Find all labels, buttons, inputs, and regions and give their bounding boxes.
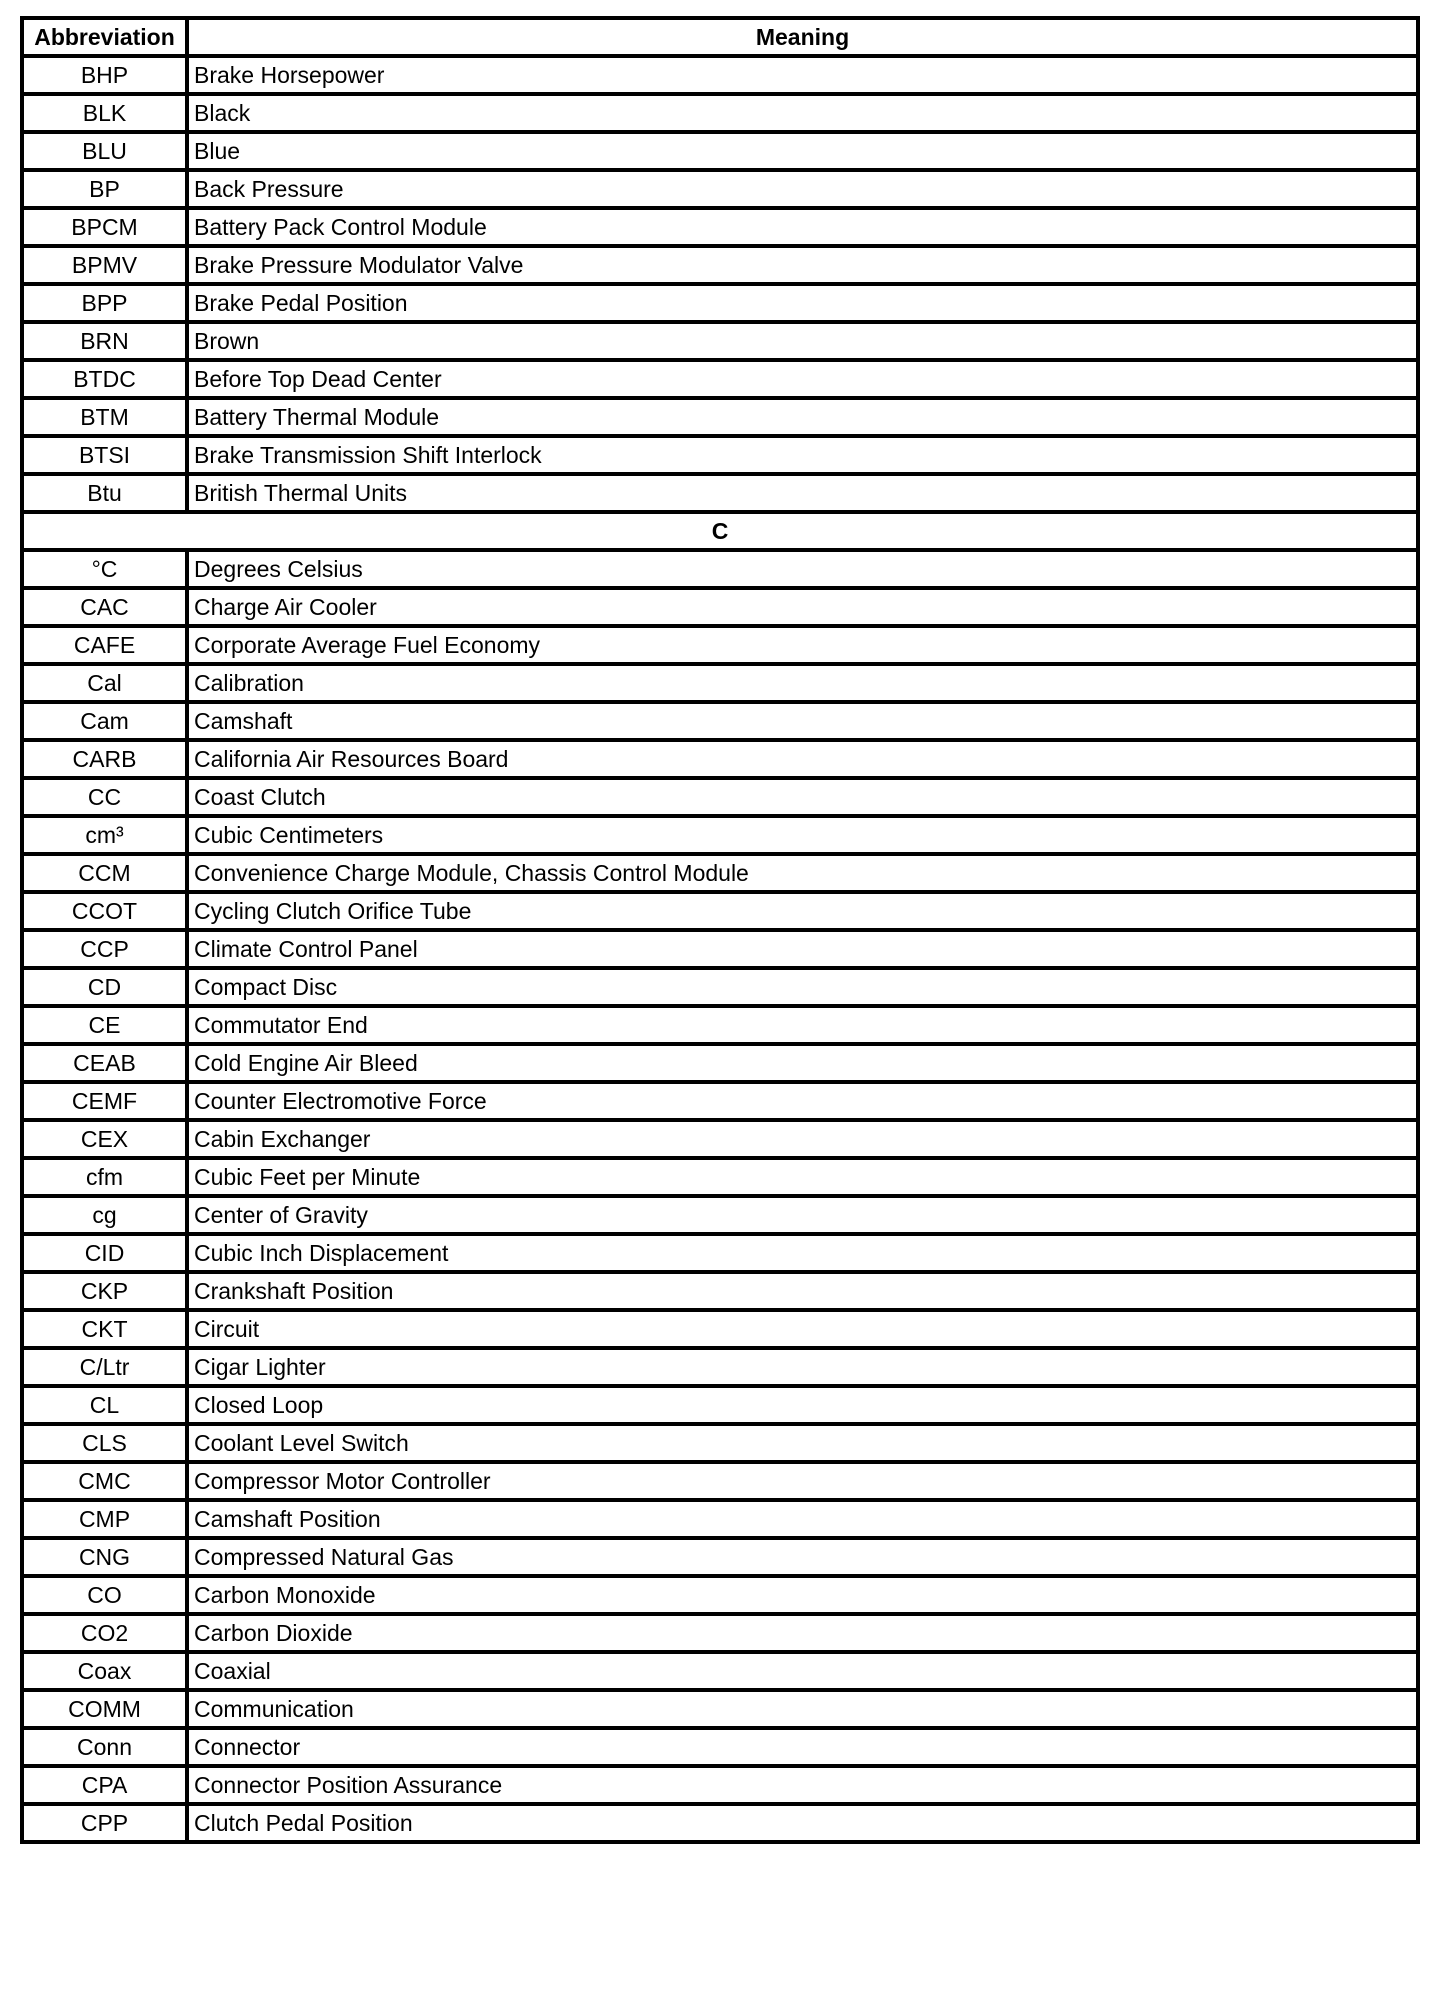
meaning-cell: Camshaft Position bbox=[187, 1500, 1418, 1538]
meaning-cell: Coolant Level Switch bbox=[187, 1424, 1418, 1462]
table-row bbox=[22, 94, 1418, 132]
meaning-cell: Before Top Dead Center bbox=[187, 360, 1418, 398]
abbreviation-cell: CMC bbox=[22, 1462, 187, 1500]
meaning-cell: Brake Pressure Modulator Valve bbox=[187, 246, 1418, 284]
meaning-cell: Cubic Inch Displacement bbox=[187, 1234, 1418, 1272]
meaning-cell: Cycling Clutch Orifice Tube bbox=[187, 892, 1418, 930]
abbreviation-cell: CL bbox=[22, 1386, 187, 1424]
abbreviation-cell: CLS bbox=[22, 1424, 187, 1462]
abbreviation-cell: CEAB bbox=[22, 1044, 187, 1082]
meaning-cell: Cabin Exchanger bbox=[187, 1120, 1418, 1158]
table-row bbox=[22, 968, 1418, 1006]
meaning-cell: Brown bbox=[187, 322, 1418, 360]
table-row bbox=[22, 550, 1418, 588]
abbreviation-cell: CID bbox=[22, 1234, 187, 1272]
table-row bbox=[22, 1348, 1418, 1386]
abbreviation-cell: CPP bbox=[22, 1804, 187, 1842]
table-row bbox=[22, 132, 1418, 170]
table-row bbox=[22, 1234, 1418, 1272]
abbreviation-cell: CNG bbox=[22, 1538, 187, 1576]
table-row bbox=[22, 1804, 1418, 1842]
table-row bbox=[22, 1614, 1418, 1652]
table-row bbox=[22, 1424, 1418, 1462]
meaning-cell: Commutator End bbox=[187, 1006, 1418, 1044]
table-row bbox=[22, 56, 1418, 94]
table-row bbox=[22, 740, 1418, 778]
abbreviation-cell: CCP bbox=[22, 930, 187, 968]
abbreviation-cell: °C bbox=[22, 550, 187, 588]
abbreviation-cell: CEMF bbox=[22, 1082, 187, 1120]
abbreviation-cell: BPP bbox=[22, 284, 187, 322]
meaning-cell: Closed Loop bbox=[187, 1386, 1418, 1424]
meaning-cell: Brake Horsepower bbox=[187, 56, 1418, 94]
meaning-cell: Climate Control Panel bbox=[187, 930, 1418, 968]
abbreviation-cell: cg bbox=[22, 1196, 187, 1234]
meaning-cell: Brake Transmission Shift Interlock bbox=[187, 436, 1418, 474]
abbreviation-cell: CAFE bbox=[22, 626, 187, 664]
section-header-label: C bbox=[22, 512, 1418, 550]
table-row bbox=[22, 930, 1418, 968]
meaning-cell: Carbon Monoxide bbox=[187, 1576, 1418, 1614]
meaning-cell: Crankshaft Position bbox=[187, 1272, 1418, 1310]
section-header-row bbox=[22, 512, 1418, 550]
abbreviation-cell: BHP bbox=[22, 56, 187, 94]
abbreviation-cell: BLK bbox=[22, 94, 187, 132]
abbreviation-cell: C/Ltr bbox=[22, 1348, 187, 1386]
abbreviation-cell: cm³ bbox=[22, 816, 187, 854]
abbreviation-cell: Conn bbox=[22, 1728, 187, 1766]
abbreviation-cell: CCOT bbox=[22, 892, 187, 930]
meaning-cell: Degrees Celsius bbox=[187, 550, 1418, 588]
meaning-cell: Clutch Pedal Position bbox=[187, 1804, 1418, 1842]
table-row bbox=[22, 1728, 1418, 1766]
abbreviation-cell: CARB bbox=[22, 740, 187, 778]
meaning-cell: Coast Clutch bbox=[187, 778, 1418, 816]
abbreviation-cell: BTM bbox=[22, 398, 187, 436]
abbreviation-cell: BTDC bbox=[22, 360, 187, 398]
header-row bbox=[22, 18, 1418, 56]
meaning-cell: California Air Resources Board bbox=[187, 740, 1418, 778]
abbreviation-cell: BPCM bbox=[22, 208, 187, 246]
table-body bbox=[22, 56, 1418, 1842]
table-row bbox=[22, 588, 1418, 626]
table-row bbox=[22, 436, 1418, 474]
table-row bbox=[22, 1272, 1418, 1310]
meaning-cell: Counter Electromotive Force bbox=[187, 1082, 1418, 1120]
table-row bbox=[22, 664, 1418, 702]
abbreviation-cell: Cam bbox=[22, 702, 187, 740]
abbreviation-column-header: Abbreviation bbox=[22, 18, 187, 56]
meaning-cell: Compressor Motor Controller bbox=[187, 1462, 1418, 1500]
table-row bbox=[22, 1576, 1418, 1614]
abbreviation-cell: Btu bbox=[22, 474, 187, 512]
meaning-cell: Battery Pack Control Module bbox=[187, 208, 1418, 246]
abbreviation-cell: cfm bbox=[22, 1158, 187, 1196]
abbreviation-cell: CAC bbox=[22, 588, 187, 626]
table-row bbox=[22, 322, 1418, 360]
table-row bbox=[22, 1386, 1418, 1424]
meaning-cell: Communication bbox=[187, 1690, 1418, 1728]
meaning-cell: Charge Air Cooler bbox=[187, 588, 1418, 626]
meaning-cell: Connector bbox=[187, 1728, 1418, 1766]
meaning-cell: British Thermal Units bbox=[187, 474, 1418, 512]
table-row bbox=[22, 398, 1418, 436]
table-row bbox=[22, 1158, 1418, 1196]
meaning-cell: Center of Gravity bbox=[187, 1196, 1418, 1234]
meaning-cell: Corporate Average Fuel Economy bbox=[187, 626, 1418, 664]
abbreviation-cell: COMM bbox=[22, 1690, 187, 1728]
table-row bbox=[22, 892, 1418, 930]
table-row bbox=[22, 1120, 1418, 1158]
table-row bbox=[22, 1196, 1418, 1234]
abbreviation-cell: Coax bbox=[22, 1652, 187, 1690]
meaning-cell: Connector Position Assurance bbox=[187, 1766, 1418, 1804]
table-row bbox=[22, 1766, 1418, 1804]
meaning-cell: Brake Pedal Position bbox=[187, 284, 1418, 322]
table-row bbox=[22, 626, 1418, 664]
table-row bbox=[22, 702, 1418, 740]
abbreviation-cell: BPMV bbox=[22, 246, 187, 284]
abbreviation-cell: CE bbox=[22, 1006, 187, 1044]
meaning-cell: Circuit bbox=[187, 1310, 1418, 1348]
table-row bbox=[22, 1006, 1418, 1044]
meaning-cell: Carbon Dioxide bbox=[187, 1614, 1418, 1652]
table-row bbox=[22, 1500, 1418, 1538]
abbreviation-cell: CKP bbox=[22, 1272, 187, 1310]
table-row bbox=[22, 170, 1418, 208]
meaning-cell: Camshaft bbox=[187, 702, 1418, 740]
table-row bbox=[22, 1538, 1418, 1576]
table-row bbox=[22, 778, 1418, 816]
table-row bbox=[22, 1462, 1418, 1500]
table-row bbox=[22, 1310, 1418, 1348]
abbreviation-cell: BRN bbox=[22, 322, 187, 360]
table-row bbox=[22, 816, 1418, 854]
meaning-cell: Cubic Feet per Minute bbox=[187, 1158, 1418, 1196]
meaning-cell: Battery Thermal Module bbox=[187, 398, 1418, 436]
abbreviation-cell: CEX bbox=[22, 1120, 187, 1158]
table-row bbox=[22, 1082, 1418, 1120]
meaning-cell: Compressed Natural Gas bbox=[187, 1538, 1418, 1576]
abbreviation-cell: CMP bbox=[22, 1500, 187, 1538]
abbreviation-cell: CO2 bbox=[22, 1614, 187, 1652]
abbreviation-cell: CC bbox=[22, 778, 187, 816]
abbreviation-cell: BLU bbox=[22, 132, 187, 170]
table-row bbox=[22, 1044, 1418, 1082]
meaning-cell: Calibration bbox=[187, 664, 1418, 702]
table-row bbox=[22, 360, 1418, 398]
meaning-cell: Convenience Charge Module, Chassis Control Module bbox=[187, 854, 1418, 892]
abbreviation-cell: CO bbox=[22, 1576, 187, 1614]
meaning-cell: Back Pressure bbox=[187, 170, 1418, 208]
meaning-cell: Blue bbox=[187, 132, 1418, 170]
abbreviation-cell: CD bbox=[22, 968, 187, 1006]
meaning-cell: Cigar Lighter bbox=[187, 1348, 1418, 1386]
table-row bbox=[22, 246, 1418, 284]
abbreviation-cell: Cal bbox=[22, 664, 187, 702]
meaning-cell: Cubic Centimeters bbox=[187, 816, 1418, 854]
abbreviation-cell: BTSI bbox=[22, 436, 187, 474]
table-row bbox=[22, 474, 1418, 512]
meaning-cell: Compact Disc bbox=[187, 968, 1418, 1006]
abbreviation-cell: CCM bbox=[22, 854, 187, 892]
table-row bbox=[22, 1690, 1418, 1728]
table-row bbox=[22, 284, 1418, 322]
abbreviation-cell: CKT bbox=[22, 1310, 187, 1348]
meaning-cell: Coaxial bbox=[187, 1652, 1418, 1690]
meaning-cell: Cold Engine Air Bleed bbox=[187, 1044, 1418, 1082]
table-row bbox=[22, 1652, 1418, 1690]
abbreviation-cell: CPA bbox=[22, 1766, 187, 1804]
table-row bbox=[22, 208, 1418, 246]
meaning-cell: Black bbox=[187, 94, 1418, 132]
abbreviation-cell: BP bbox=[22, 170, 187, 208]
meaning-column-header: Meaning bbox=[187, 18, 1418, 56]
table-row bbox=[22, 854, 1418, 892]
abbreviation-table bbox=[20, 16, 1420, 1844]
